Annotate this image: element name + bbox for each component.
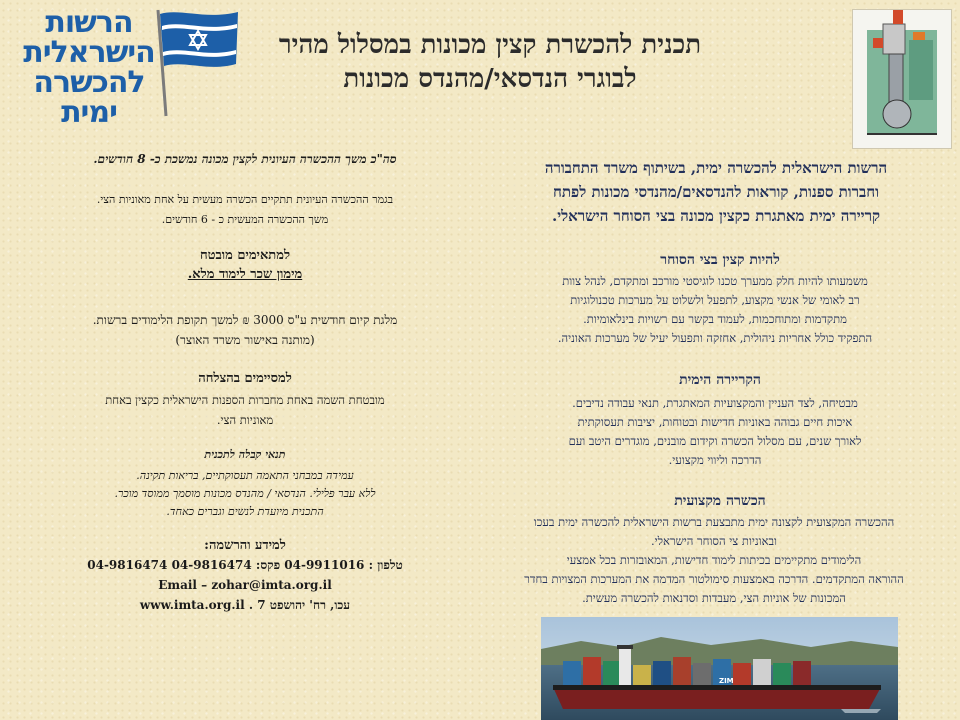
logo-line: ימית bbox=[61, 95, 117, 130]
section-heading-training: הכשרה מקצועית bbox=[674, 493, 766, 509]
heading-requirements: תנאי קבלה לתכנית bbox=[204, 448, 286, 461]
intro-line: וחברות ספנות, קוראות להנדסאים/מהנדסי מכונות לפתח bbox=[553, 183, 879, 201]
text-line: מובטחת השמה באחת מחברות הספנות הישראלית כקצין באחת bbox=[105, 393, 385, 407]
logo-line: הישראלית bbox=[23, 35, 155, 70]
container-ship-photo bbox=[541, 617, 898, 720]
text-line: ללא עבר פלילי. הנדסאי / מהנדס מכונות מוסמך ממוסד מוכר. bbox=[114, 487, 376, 500]
text-line: מאוניות הצי. bbox=[216, 413, 274, 427]
heading-funding: מימון שכר לימוד מלא. bbox=[187, 267, 303, 282]
requirements-text bbox=[50, 467, 440, 521]
heading-graduates: למסיימים בהצלחה bbox=[198, 371, 292, 386]
intro-line: הרשות הישראלית להכשרה ימית, בשיתוף משרד התחבורה bbox=[544, 159, 888, 177]
body-line: איכות חיים גבוהה באוניות חדישות ובטוחות, יציבות תעסוקתית bbox=[577, 415, 853, 429]
text-line: עמידה במבחני התאמה תעסוקתיים, בריאות תקינה. bbox=[136, 469, 354, 482]
practical-training-text bbox=[50, 190, 440, 230]
page-title bbox=[250, 28, 730, 96]
stipend-text bbox=[50, 310, 440, 350]
text-line: מלגת קיום חודשית ע"ס 3000 ₪ למשך תקופת הלימודים ברשות. bbox=[92, 313, 398, 327]
body-line: התפקיד כולל אחריות ניהולית, אחזקה ותפעול יעיל של מערכות האוניה. bbox=[557, 331, 873, 345]
logo-line: הרשות bbox=[45, 5, 133, 40]
marine-engine-icon bbox=[853, 10, 951, 148]
body-line: הדרכה וליווי מקצועי. bbox=[668, 453, 762, 467]
phone-text: טלפון : 04-9911016 פקס: 04-9816474 04-9816474 bbox=[87, 558, 403, 572]
text-line: משך ההכשרה המעשית כ - 6 חודשים. bbox=[161, 213, 329, 226]
logo-text bbox=[14, 5, 164, 130]
body-line: ובאוניות צי הסוחר הישראלי. bbox=[651, 534, 777, 548]
section-heading-career: הקריירה הימית bbox=[679, 372, 761, 388]
text-line: בגמר ההכשרה העיונית תתקיים הכשרה מעשית על אחת מאוניות הצי. bbox=[96, 193, 394, 206]
body-line: רב לאומי של אנשי מקצוע, לתפעל ולשלוט על מערכות טכנולוגיות bbox=[570, 293, 860, 307]
body-line: לאורך שנים, עם מסלול הכשרה וקידום מובנים, מוגדרים היטב ועם bbox=[568, 434, 862, 448]
body-line: משמעותו להיות חלק ממערך טכנו לוגיסטי מורכב ומתקדם, לנהל צוות bbox=[562, 274, 868, 288]
body-line: מבטיחה, לצד העניין והמקצועיות המאתגרת, תנאי עבודה נדיבים. bbox=[572, 396, 858, 410]
graduates-text bbox=[50, 390, 440, 430]
section-body-training bbox=[486, 513, 942, 608]
body-line: מתקדמות ומתוחכמות, לעמוד בקשר עם רשויות בינלאומיות. bbox=[583, 312, 847, 326]
heading-suitable: למתאימים מובטח bbox=[199, 248, 291, 263]
duration-text: סה"כ משך ההכשרה העיונית לקצין מכונה נמשכת כ- 8 חודשים. bbox=[93, 152, 397, 166]
israel-flag-icon bbox=[150, 6, 242, 118]
section-heading-officer: להיות קצין בצי הסוחר bbox=[660, 252, 780, 268]
text-line: (מותנה באישור משרד האוצר) bbox=[175, 333, 315, 347]
address-website-link[interactable]: עכו, רח' יהושפט 7 . www.imta.org.il bbox=[139, 598, 351, 612]
section-body-officer bbox=[490, 272, 940, 348]
intro-line: קריירה ימית מאתגרת כקצין מכונה בצי הסוחר הישראלי. bbox=[551, 207, 880, 225]
contact-block bbox=[50, 555, 440, 615]
body-line: ההכשרה המקצועית לקצונה ימית מתבצעת ברשות הישראלית להכשרה ימית בעכו bbox=[533, 515, 895, 529]
heading-contact: למידע והרשמה: bbox=[204, 538, 286, 553]
engine-diagram bbox=[852, 9, 952, 149]
body-line: הלימודים מתקיימים בכיתות לימוד חדישות, המאובזרות בכל אמצעי bbox=[566, 553, 862, 567]
body-line: המכונות של אוניות הצי, מעבדות וסדנאות להכשרה מעשית. bbox=[582, 591, 846, 605]
title-line-2: לבוגרי הנדסאי/מהנדס מכונות bbox=[343, 64, 637, 94]
section-body-career bbox=[490, 394, 940, 470]
title-line-1: תכנית להכשרת קצין מכונות במסלול מהיר bbox=[278, 30, 702, 60]
ship-brand: ZIM bbox=[719, 677, 734, 685]
body-line: ההוראה המתקדמים. הדרכה באמצעות סימולטור המדמה את המערכות המצויות בחדר bbox=[524, 572, 904, 586]
logo-line: להכשרה bbox=[33, 65, 145, 100]
text-line: התכנית מיועדת לנשים וגברים כאחד. bbox=[166, 505, 324, 518]
email-link[interactable]: Email – zohar@imta.org.il bbox=[158, 578, 332, 592]
intro-paragraph bbox=[490, 156, 942, 228]
